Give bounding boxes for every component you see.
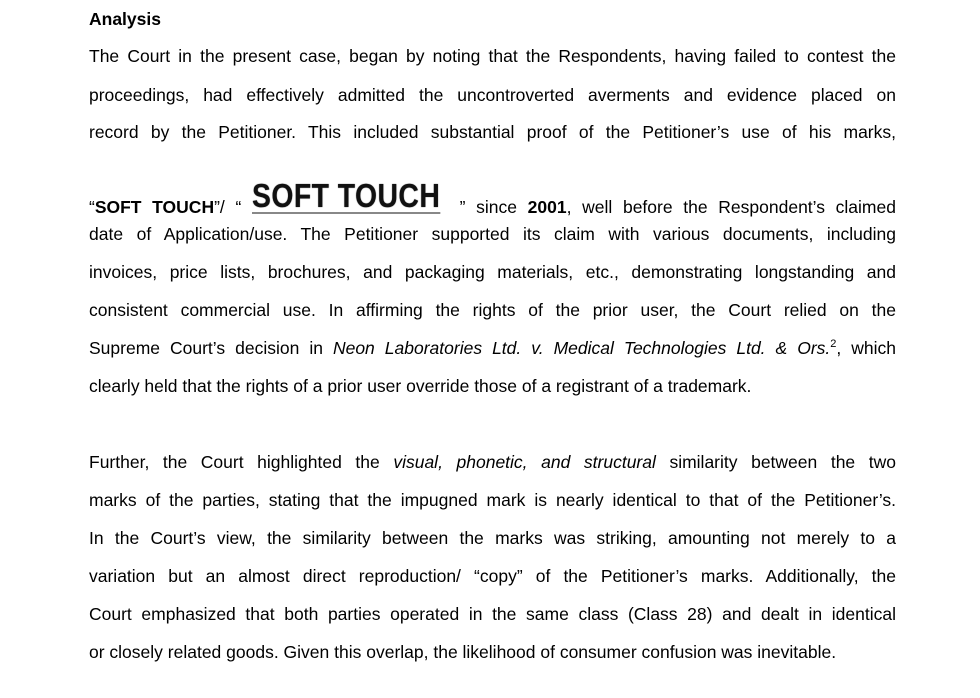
similarity-types: visual, phonetic, and structural [393,452,656,472]
paragraph-line: variation but an almost direct reproduction/ “copy” of the Petitioner’s marks. Additionally, the [89,566,896,586]
paragraph-line: proceedings, had effectively admitted the uncontroverted averments and evidence placed on [89,85,896,105]
soft-touch-logo: SOFT TOUCH [252,177,441,214]
citation-end: , which [836,338,896,358]
mark-name: SOFT TOUCH [94,197,215,217]
footnote-ref: 2 [830,338,837,351]
quote-close: ” since [459,197,528,217]
paragraph-line: consistent commercial use. In affirming the rights of the prior user, the Court relied on the [89,300,896,320]
paragraph-line-with-logo [89,177,896,222]
paragraph-line-citation [89,338,896,359]
open-quote: “ [89,197,95,217]
paragraph-line: or closely related goods. Given this overlap, the likelihood of consumer confusion was inevitable. [89,642,837,662]
line-end: similarity between the two [655,452,896,472]
paragraph-line: date of Application/use. The Petitioner supported its claim with various documents, including [89,224,896,244]
paragraph-line: In the Court’s view, the similarity between the marks was striking, amounting not merely to a [89,528,896,548]
paragraph-line: marks of the parties, stating that the impugned mark is nearly identical to that of the Petitioner’s. [89,490,896,510]
citation-lead: Supreme Court’s decision in [89,338,333,358]
case-name: Neon Laboratories Ltd. v. Medical Technologies Ltd. & Ors. [332,338,831,358]
paragraph-line: Court emphasized that both parties operated in the same class (Class 28) and dealt in identical [89,604,896,624]
quote-separator: ”/ “ [214,197,242,217]
section-heading: Analysis [89,9,161,29]
year: 2001 [527,197,567,217]
paragraph-line: The Court in the present case, began by noting that the Respondents, having failed to contest the [89,46,896,66]
line-end: , well before the Respondent’s claimed [566,197,896,217]
paragraph-line: record by the Petitioner. This included substantial proof of the Petitioner’s use of his marks, [89,122,896,142]
paragraph-line [89,452,896,473]
paragraph-line: invoices, price lists, brochures, and packaging materials, etc., demonstrating longstanding and [89,262,896,282]
paragraph-line: clearly held that the rights of a prior user override those of a registrant of a trademark. [89,376,752,396]
line-start: Further, the Court highlighted the [89,452,394,472]
